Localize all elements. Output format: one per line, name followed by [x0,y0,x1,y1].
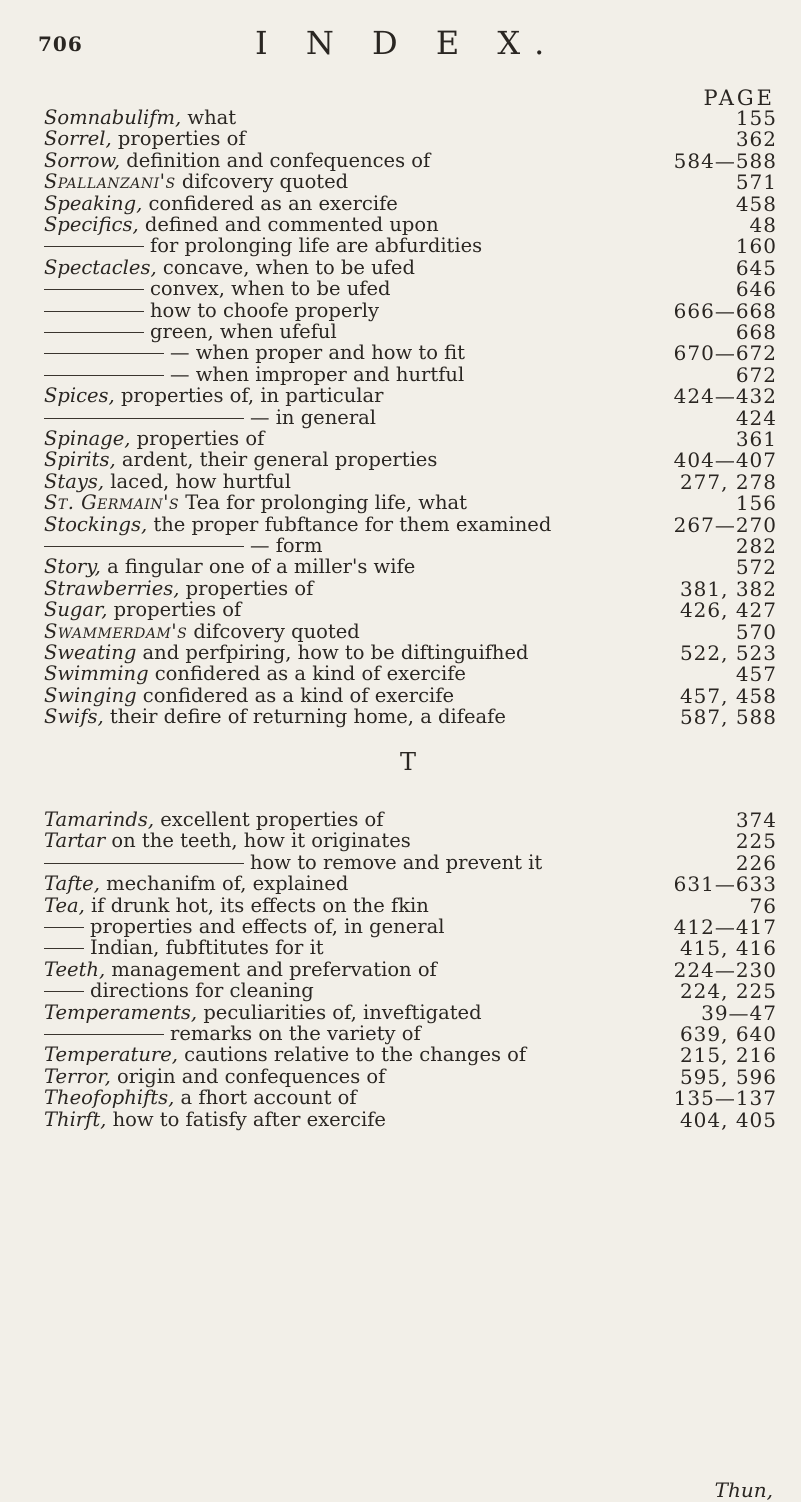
entry-description: defined and commented upon [138,213,439,236]
index-entry [0,127,801,151]
entry-text [44,448,437,472]
entry-page-ref: 672 [735,362,777,387]
entry-text [44,872,348,896]
entry-description: confidered as a kind of exercife [136,683,455,707]
entry-page-ref: 457 [735,662,777,687]
entry-text [44,705,506,729]
index-entry [0,620,801,644]
index-entry [0,1108,801,1132]
entry-text [44,363,464,387]
entry-headword: Swinging [44,683,137,707]
index-entry [0,384,801,408]
entry-description: the proper fubftance for them examined [147,512,552,536]
index-entry [0,684,801,708]
index-entry [0,915,801,939]
entry-page-ref: 595, 596 [679,1064,777,1089]
index-entry [0,936,801,960]
entry-text [44,620,360,644]
entry-description: definition and confequences of [120,148,431,172]
ditto-rule [44,927,84,928]
entry-description: convex, when to be ufed [150,277,391,301]
index-entry [0,448,801,472]
entry-headword: Somnabulifm, [44,106,182,129]
entry-description: laced, how hurtful [104,469,291,493]
entry-text [44,577,313,601]
index-entry [0,170,801,194]
entry-description: concave, when to be ufed [156,255,415,279]
entry-page-ref: 135—137 [673,1086,777,1111]
entry-page-ref: 160 [735,234,777,259]
entry-description: on the teeth, how it originates [105,829,411,853]
entry-page-ref: 639, 640 [679,1022,777,1046]
entry-text [44,915,444,939]
entry-description: — form [250,534,323,557]
entry-description: properties of [111,127,246,151]
index-entry [0,213,801,237]
entry-description: difcovery quoted [187,619,360,643]
entry-description: and perfpiring, how to be diftinguifhed [136,641,529,664]
entry-page-ref: 225 [735,829,777,854]
entry-text [44,406,376,430]
entry-page-ref: 570 [735,619,777,644]
entry-description: properties of [130,427,265,450]
entry-text [44,277,391,301]
page-number: 706 [38,32,83,56]
entry-page-ref: 267—270 [673,512,777,537]
index-entry [0,662,801,686]
index-entry [0,872,801,896]
ditto-rule [44,375,164,376]
index-entry [0,149,801,173]
entry-text [44,534,322,558]
entry-headword: Terror, [44,1064,111,1088]
ditto-rule [44,546,244,547]
entry-page-ref: 631—633 [673,872,777,897]
entry-text [44,641,529,665]
index-entry [0,341,801,365]
entry-text [44,256,415,280]
entry-page-ref: 404—407 [673,448,777,473]
entry-text [44,894,429,918]
entry-headword: Swifs, [44,705,104,729]
entry-headword: Teeth, [44,957,106,981]
index-entry [0,256,801,280]
index-entry [0,894,801,918]
entry-page-ref: 362 [735,127,777,152]
entry-page-ref: 226 [735,850,777,875]
entry-headword: Spices, [44,384,115,408]
entry-page-ref: 215, 216 [679,1043,777,1068]
entry-description: a fingular one of a miller's wife [100,555,416,579]
entry-description: green, when ufeful [150,320,337,343]
entry-text [44,341,465,365]
entry-headword: Swimming [44,662,149,686]
entry-page-ref: 457, 458 [679,683,777,708]
entry-description: mechanifm of, explained [99,872,349,896]
index-entry [0,470,801,494]
entry-page-ref: 404, 405 [679,1107,777,1132]
entry-headword: Spirits, [44,448,116,472]
entry-description: how to fatisfy after exercife [106,1107,386,1131]
entry-page-ref: 646 [735,277,777,302]
entry-page-ref: 645 [735,255,777,280]
entry-text [44,127,246,151]
entry-headword: Sweating [44,641,137,664]
entry-page-ref: 522, 523 [679,641,777,665]
entry-headword: Story, [44,555,101,579]
index-entry [0,555,801,579]
entry-page-ref: 424—432 [673,384,777,409]
index-entry [0,277,801,301]
entry-description: difcovery quoted [175,170,349,194]
entry-description: ardent, their general properties [115,448,438,472]
entry-description: confidered as a kind of exercife [148,662,466,686]
entry-text [44,1001,482,1025]
ditto-rule [44,246,144,247]
entry-description: properties of [107,598,242,622]
ditto-rule [44,311,144,312]
entry-text [44,213,439,237]
entry-description: remarks on the variety of [170,1022,421,1045]
entry-text [44,106,236,130]
index-entry [0,491,801,515]
entry-text [44,170,348,194]
entry-page-ref: 572 [735,555,777,580]
entry-headword: Tamarinds, [44,808,155,831]
entry-text [44,470,291,494]
index-entry [0,106,801,130]
entry-description: management and prefervation of [105,957,437,981]
entry-page-ref: 424 [735,405,777,430]
ditto-rule [44,1034,164,1035]
entry-text [44,662,466,686]
index-entry [0,851,801,875]
entry-page-ref: 458 [735,191,777,216]
entry-text [44,598,241,622]
index-entry [0,192,801,216]
entry-page-ref: 282 [735,534,777,558]
entry-page-ref: 277, 278 [679,469,777,494]
entry-description: their defire of returning home, a difeafe [103,705,506,729]
entry-description: Tea for prolonging life, what [179,491,468,515]
index-entry [0,234,801,258]
entry-description: how to choofe properly [150,298,380,322]
page-title: I N D E X. [255,24,559,62]
entry-text [44,491,467,515]
entry-description: what [181,106,237,129]
entry-description: properties and effects of, in general [90,915,445,938]
entry-text [44,1043,526,1067]
ditto-rule [44,991,84,992]
entry-headword: Theofophifts, [44,1086,175,1110]
entry-description: — when proper and how to fit [170,341,466,365]
ditto-rule [44,863,244,864]
ditto-rule [44,289,144,290]
index-entry [0,829,801,853]
index-entry [0,1001,801,1025]
index-entry [0,1022,801,1046]
entry-headword: Tea, [44,893,85,917]
entry-text [44,299,379,323]
entry-text [44,829,411,853]
entry-page-ref: 361 [735,427,777,451]
entry-page-ref: 426, 427 [679,598,777,623]
entry-text [44,513,551,537]
entry-headword: Sorrel, [44,127,112,151]
entry-text [44,1086,357,1110]
entry-text [44,1065,385,1089]
entry-text [44,979,314,1003]
entry-headword: Speaking, [44,191,143,215]
index-entry [0,406,801,430]
entry-page-ref: 381, 382 [679,576,777,601]
entry-text [44,427,264,451]
entry-page-ref: 48 [749,213,777,237]
entry-text [44,384,383,408]
entry-headword: Specifics, [44,213,139,236]
index-entry [0,363,801,387]
entry-description: how to remove and prevent it [250,850,543,874]
entry-headword: Spallanzani's [44,170,176,194]
entry-text [44,808,384,832]
entry-description: properties of, in particular [114,384,384,408]
entry-text [44,684,454,708]
entry-text [44,320,337,344]
section-letter: T [400,748,417,776]
entry-headword: Strawberries, [44,576,180,600]
ditto-rule [44,332,144,333]
entry-headword: Swammerdam's [44,619,188,643]
entry-description: peculiarities of, inveftigated [197,1000,482,1024]
entry-description: cautions relative to the changes of [177,1043,527,1067]
page-column-label: PAGE [703,86,775,110]
entry-headword: Stays, [44,469,105,493]
index-entry [0,1043,801,1067]
entry-headword: Thirft, [44,1107,107,1131]
entry-headword: Temperaments, [44,1000,198,1024]
entry-description: directions for cleaning [90,979,314,1003]
entry-headword: St. Germain's [44,491,180,515]
entry-headword: Stockings, [44,512,148,536]
entry-description: properties of [179,576,314,600]
entry-headword: Tartar [44,829,106,853]
entry-page-ref: 76 [749,893,777,918]
entry-page-ref: 39—47 [701,1000,777,1025]
entry-headword: Sorrow, [44,148,121,172]
entry-page-ref: 374 [735,808,777,832]
entry-headword: Temperature, [44,1043,178,1067]
entry-headword: Spectacles, [44,255,157,279]
entry-text [44,1108,386,1132]
entry-text [44,192,398,216]
entry-page-ref: 571 [735,170,777,195]
index-entry [0,808,801,832]
index-entry [0,320,801,344]
entry-description: if drunk hot, its effects on the fkin [84,893,429,917]
entry-page-ref: 584—588 [673,148,777,173]
entry-headword: Spinage, [44,427,131,450]
ditto-rule [44,948,84,949]
entry-page-ref: 670—672 [673,341,777,366]
entry-page-ref: 224, 225 [679,979,777,1004]
entry-page-ref: 666—668 [673,298,777,323]
index-entry [0,598,801,622]
entry-description: confidered as an exercife [142,191,398,215]
ditto-rule [44,353,164,354]
index-entry [0,577,801,601]
catchword: Thun, [714,1478,773,1502]
index-entry [0,958,801,982]
entry-description: — in general [250,405,376,429]
index-entry [0,979,801,1003]
index-entry [0,299,801,323]
entry-page-ref: 412—417 [673,915,777,939]
index-entry [0,513,801,537]
entry-text [44,149,430,173]
index-entry [0,534,801,558]
entry-description: a fhort account of [174,1086,357,1110]
entry-description: origin and confequences of [110,1064,386,1088]
entry-description: excellent properties of [154,808,384,831]
entry-text [44,555,415,579]
entry-page-ref: 224—230 [673,957,777,982]
entry-description: Indian, fubftitutes for it [90,936,324,960]
entry-text [44,851,542,875]
entry-text [44,234,482,258]
index-entry [0,641,801,665]
entry-text [44,936,324,960]
entry-page-ref: 587, 588 [679,705,777,730]
index-entry [0,1065,801,1089]
index-entry [0,1086,801,1110]
index-entry [0,705,801,729]
entry-description: — when improper and hurtful [170,362,465,386]
ditto-rule [44,418,244,419]
entry-text [44,958,437,982]
entry-headword: Sugar, [44,598,108,622]
index-entry [0,427,801,451]
entry-page-ref: 415, 416 [679,936,777,961]
running-header [0,24,801,64]
entry-page-ref: 668 [735,320,777,344]
entry-page-ref: 155 [735,106,777,130]
entry-text [44,1022,421,1046]
entry-description: for prolonging life are abfurdities [150,234,483,258]
entry-page-ref: 156 [735,491,777,516]
entry-headword: Tafte, [44,872,100,896]
